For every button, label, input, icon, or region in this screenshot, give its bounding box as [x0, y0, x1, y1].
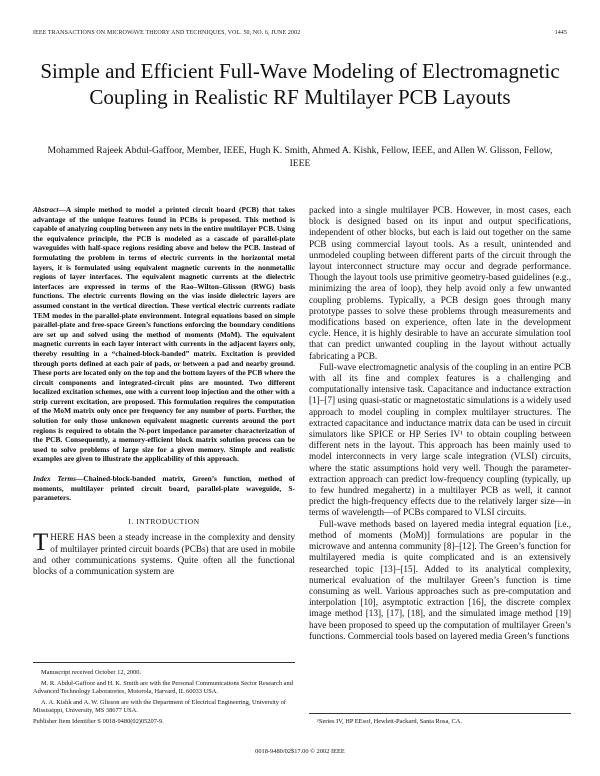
drop-cap: T — [33, 529, 49, 557]
index-terms-lead: Index Terms— — [33, 474, 84, 484]
right-paragraph-3: Full-wave methods based on layered media integral equation [i.e., method of moments (MoM)] formulations are popular in the microwave and antenna community [8]–[12]. The Green’s function for multilayered media is quite complicated and is an extensively researched topic [13]–[15]. Added to its analytical complexity, numerical evaluation of the multilayer Green’s function is time consuming as well. Various approaches such as pre-computation and interpolation [10], asymptotic extraction [16], the discrete complex image method [13], [17], [18], and the simulated image method [19] have been proposed to speed up the computation of multilayer Green’s functions. Commercial tools based on layered media Green’s functions — [309, 518, 571, 641]
footnote-series-iv: ¹Series IV, HP EEsof, Hewlett-Packard, Santa Rosa, CA. — [317, 718, 462, 725]
section-heading-introduction: I. INTRODUCTION — [128, 516, 200, 526]
left-column — [33, 205, 295, 577]
right-paragraph-2: Full-wave electromagnetic analysis of the coupling in an entire PCB with all its fine and complex features is a challenging and computationally intensive task. Capacitance and inductance extraction [1]–[7] using quasi-static or magnetostatic simulations is a widely used approach to model coupling in complex multilayer structures. The extracted capacitance and inductance matrix data can be used in circuit simulators like SPICE or HP Series IV¹ to obtain coupling between different nets in the layout. This approach has been mainly used to model interconnects in very large scale integration (VLSI) circuits, where the static assumptions hold very well. Though the parameter-extraction approach can predict low-frequency coupling (typically, up to few hundred megahertz) in a multilayer PCB as well, it cannot predict the high-frequency effects due to the relatively larger size—in terms of wavelength—of PCBs compared to VLSI circuits. — [309, 361, 571, 518]
abstract — [33, 205, 295, 464]
right-footnote — [309, 713, 571, 726]
index-terms-text: Chained-block-banded matrix, Green’s function, method of moments, multilayer printed circuit board, parallel-plate waveguide, S-parameters. — [33, 474, 295, 503]
author-list: Mohammed Rajeek Abdul-Gaffoor, Member, IEEE, Hugh K. Smith, Ahmed A. Kishk, Fellow, IEEE, and Allen W. Glisson, Fellow, IEEE — [47, 145, 553, 169]
paper-title: Simple and Efficient Full-Wave Modeling of Electromagnetic Coupling in Realistic RF Multilayer PCB Layouts — [40, 59, 560, 109]
running-head — [33, 30, 567, 36]
abstract-text: A simple method to model a printed circuit board (PCB) that takes advantage of the unique features found in PCBs is proposed. This method is capable of analyzing coupling between any nets in the entire multilayer PCB. Using the equivalence principle, the PCB is modeled as a cascade of parallel-plate waveguides with half-space regions residing above and below the PCB. Instead of formulating the problem in terms of electric currents in the horizontal metal layers, it is formulated using equivalent magnetic currents in the nonmetallic regions of layer interfaces. The equivalent magnetic currents at the dielectric interfaces are expressed in terms of the Rao–Wilton–Glisson (RWG) basis functions. The electric currents flowing on the vias inside dielectric layers are assumed constant in the vertical direction. These vertical electric currents radiate TEM modes in the parallel-plate environment. Integral equations based on simple parallel-plate and free-space Green’s functions enforcing the boundary conditions are set up and solved using the method of moments (MoM). The equivalent magnetic currents in each layer interact with currents in the adjacent layers only, thereby resulting in a “chained-block-banded” matrix. Excitation is provided through ports defined at each pair of pads, or between a pad and nearby ground. These ports are located only on the top and the bottom layers of the PCB where the circuit components and integrated-circuit pins are mounted. Two different localized excitation schemes, one with a current loop injection and the other with a strip current excitation, are proposed. This formulation requires the computation of the MoM matrix only once per frequency for any number of ports. Further, the solution for only those unknown equivalent magnetic currents around the port regions is required to obtain the N-port impedance parameter characterization of the PCB. Consequently, a memory-efficient block matrix solution process can be used to solve problems of large size for a given memory. Simple and realistic examples are given to illustrate the applicability of this approach. — [33, 205, 295, 464]
copyright-footer: 0018-9480/02$17.00 © 2002 IEEE — [255, 748, 345, 755]
footnote-affiliation-2: A. A. Kishk and A. W. Glisson are with the Department of Electrical Engineering, University of Mississippi, University, MS 38677 USA. — [33, 699, 286, 714]
intro-paragraph — [33, 529, 295, 577]
abstract-lead: Abstract— — [33, 205, 66, 214]
right-paragraph-1: packed into a single multilayer PCB. However, in most cases, each block is designed based on its input and output specifications, independent of other blocks, but each is laid out together on the same PCB using commercial layout tools. As a result, unintended and unmodeled coupling between different parts of the circuit through the layout interconnect structure may occur and degrade performance. Though the layout tools use primitive geometry-based guidelines (e.g., minimizing the area of loop), they help avoid only a few unwanted coupling problems. Typically, a PCB design goes through many prototype passes to solve these problems through measurements and modifications based on experience, often late in the development cycle. Hence, it is highly desirable to have an accurate simulation tool that can predict unwanted coupling in the layout without actually fabricating a PCB. — [309, 205, 571, 361]
journal-header: IEEE TRANSACTIONS ON MICROWAVE THEORY AND TECHNIQUES, VOL. 50, NO. 6, JUNE 2002 — [33, 30, 301, 36]
footnote-affiliation-1: M. R. Abdul-Gaffoor and H. K. Smith are with the Personal Communications Sector Research and Advanced Technology Laboratories, Motorola, Harvard, IL 60033 USA. — [33, 680, 293, 695]
footnote-received: Manuscript received October 12, 2000. — [41, 669, 142, 676]
intro-paragraph-text: HERE HAS been a steady increase in the complexity and density of multilayer printed circuit boards (PCBs) that are used in mobile and other communications systems. Quite often all the functional blocks of a communication system are — [33, 532, 295, 577]
index-terms — [33, 474, 295, 503]
right-column — [309, 205, 571, 642]
left-footnotes — [33, 662, 295, 729]
page-number: 1445 — [554, 30, 567, 36]
introduction-body — [33, 529, 295, 577]
footnote-pii: Publisher Item Identifier S 0018-9480(02)05207-9. — [33, 718, 164, 725]
